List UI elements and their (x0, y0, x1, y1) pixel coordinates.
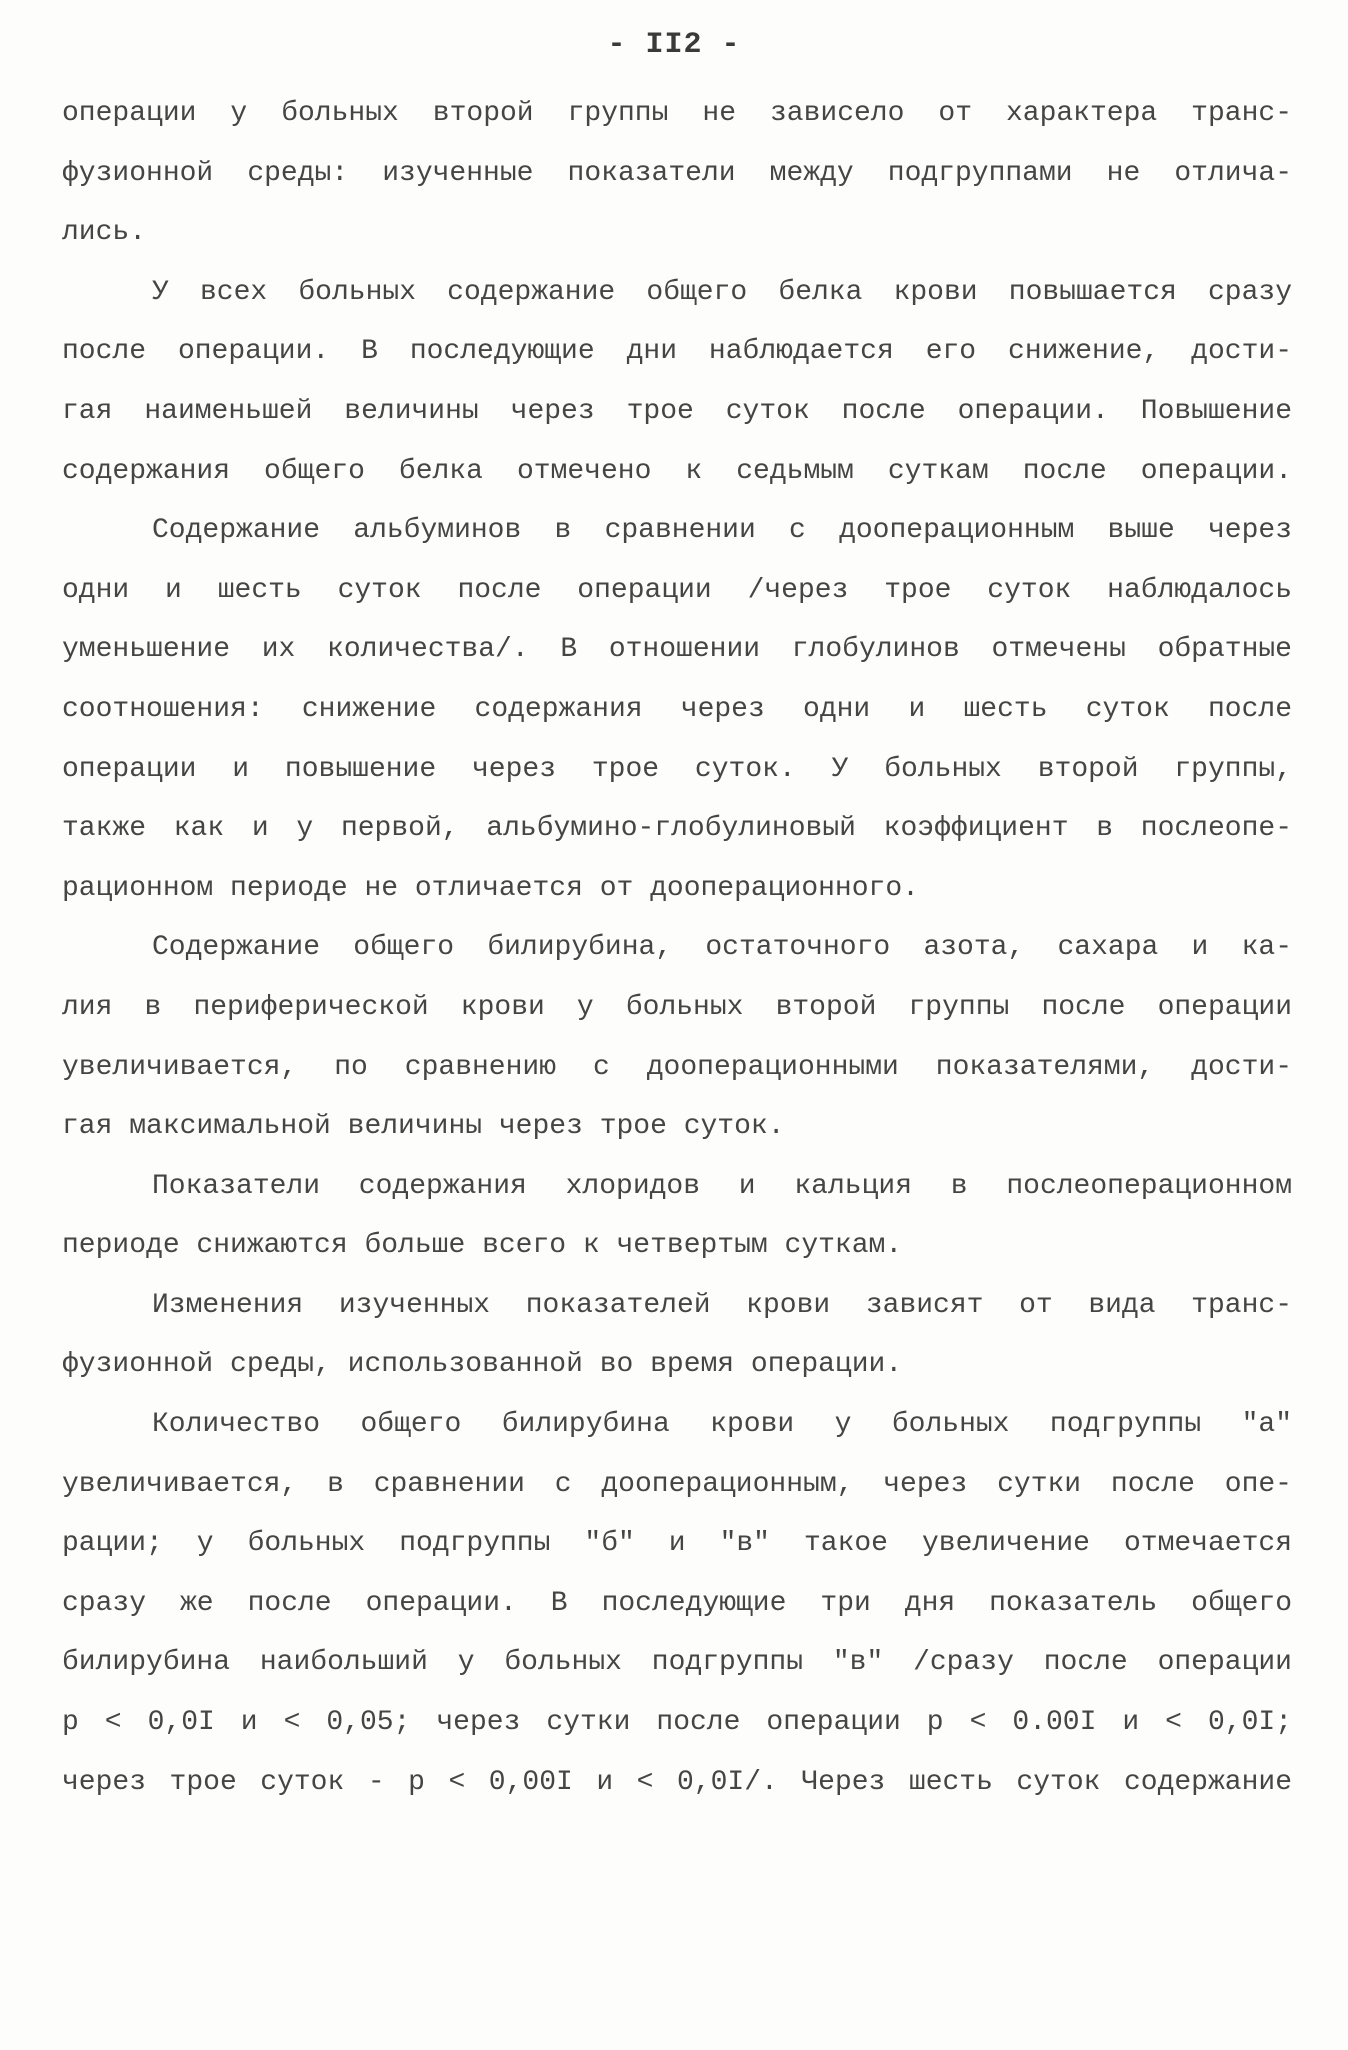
text-line: гая максимальной величины через трое суток. (62, 1111, 785, 1143)
text-line: рационном периоде не отличается от дооперационного. (62, 872, 919, 904)
text-line: содержания общего белка отмечено к седьмым суткам после операции. (62, 455, 1292, 487)
text-line: периоде снижаются больше всего к четвертым суткам. (62, 1230, 903, 1262)
text-line: лись. (62, 217, 147, 249)
text-line: фузионной среды: изученные показатели между подгруппами не отлича- (62, 157, 1292, 189)
text-line: гая наименьшей величины через трое суток после операции. Повышение (62, 395, 1292, 427)
text-line: уменьшение их количества/. В отношении глобулинов отмечены обратные (62, 634, 1292, 666)
text-line: через трое суток - р < 0,00I и < 0,0I/. Через шесть суток содержание (62, 1766, 1292, 1798)
text-line: Содержание альбуминов в сравнении с дооперационным выше через (152, 515, 1292, 547)
text-line: Количество общего билирубина крови у больных подгруппы "а" (152, 1409, 1292, 1441)
text-body (62, 84, 1292, 1812)
text-line: увеличивается, по сравнению с дооперационными показателями, дости- (62, 1051, 1292, 1083)
text-line: операции у больных второй группы не зависело от характера транс- (62, 98, 1292, 129)
text-line: сразу же после операции. В последующие три дня показатель общего (62, 1587, 1292, 1619)
text-line: р < 0,0I и < 0,05; через сутки после операции р < 0.00I и < 0,0I; (62, 1707, 1292, 1739)
text-line: после операции. В последующие дни наблюдается его снижение, дости- (62, 336, 1292, 368)
text-line: У всех больных содержание общего белка крови повышается сразу (152, 276, 1292, 308)
text-line: Содержание общего билирубина, остаточного азота, сахара и ка- (152, 932, 1292, 964)
text-line: рации; у больных подгруппы "б" и "в" такое увеличение отмечается (62, 1528, 1292, 1560)
text-line: операции и повышение через трое суток. У больных второй группы, (62, 753, 1292, 785)
text-line: Показатели содержания хлоридов и кальция в послеоперационном (152, 1170, 1292, 1202)
text-line: билирубина наибольший у больных подгруппы "в" /сразу после операции (62, 1647, 1292, 1679)
text-line: также как и у первой, альбумино-глобулиновый коэффициент в послеопе- (62, 813, 1292, 845)
text-line: увеличивается, в сравнении с дооперационным, через сутки после опе- (62, 1468, 1292, 1500)
text-line: лия в периферической крови у больных второй группы после операции (62, 991, 1292, 1023)
text-line: одни и шесть суток после операции /через трое суток наблюдалось (62, 574, 1292, 606)
text-line: фузионной среды, использованной во время операции. (62, 1349, 903, 1381)
text-line: Изменения изученных показателей крови зависят от вида транс- (152, 1289, 1292, 1321)
text-line: соотношения: снижение содержания через одни и шесть суток после (62, 693, 1292, 725)
page-number: - II2 - (607, 28, 741, 62)
